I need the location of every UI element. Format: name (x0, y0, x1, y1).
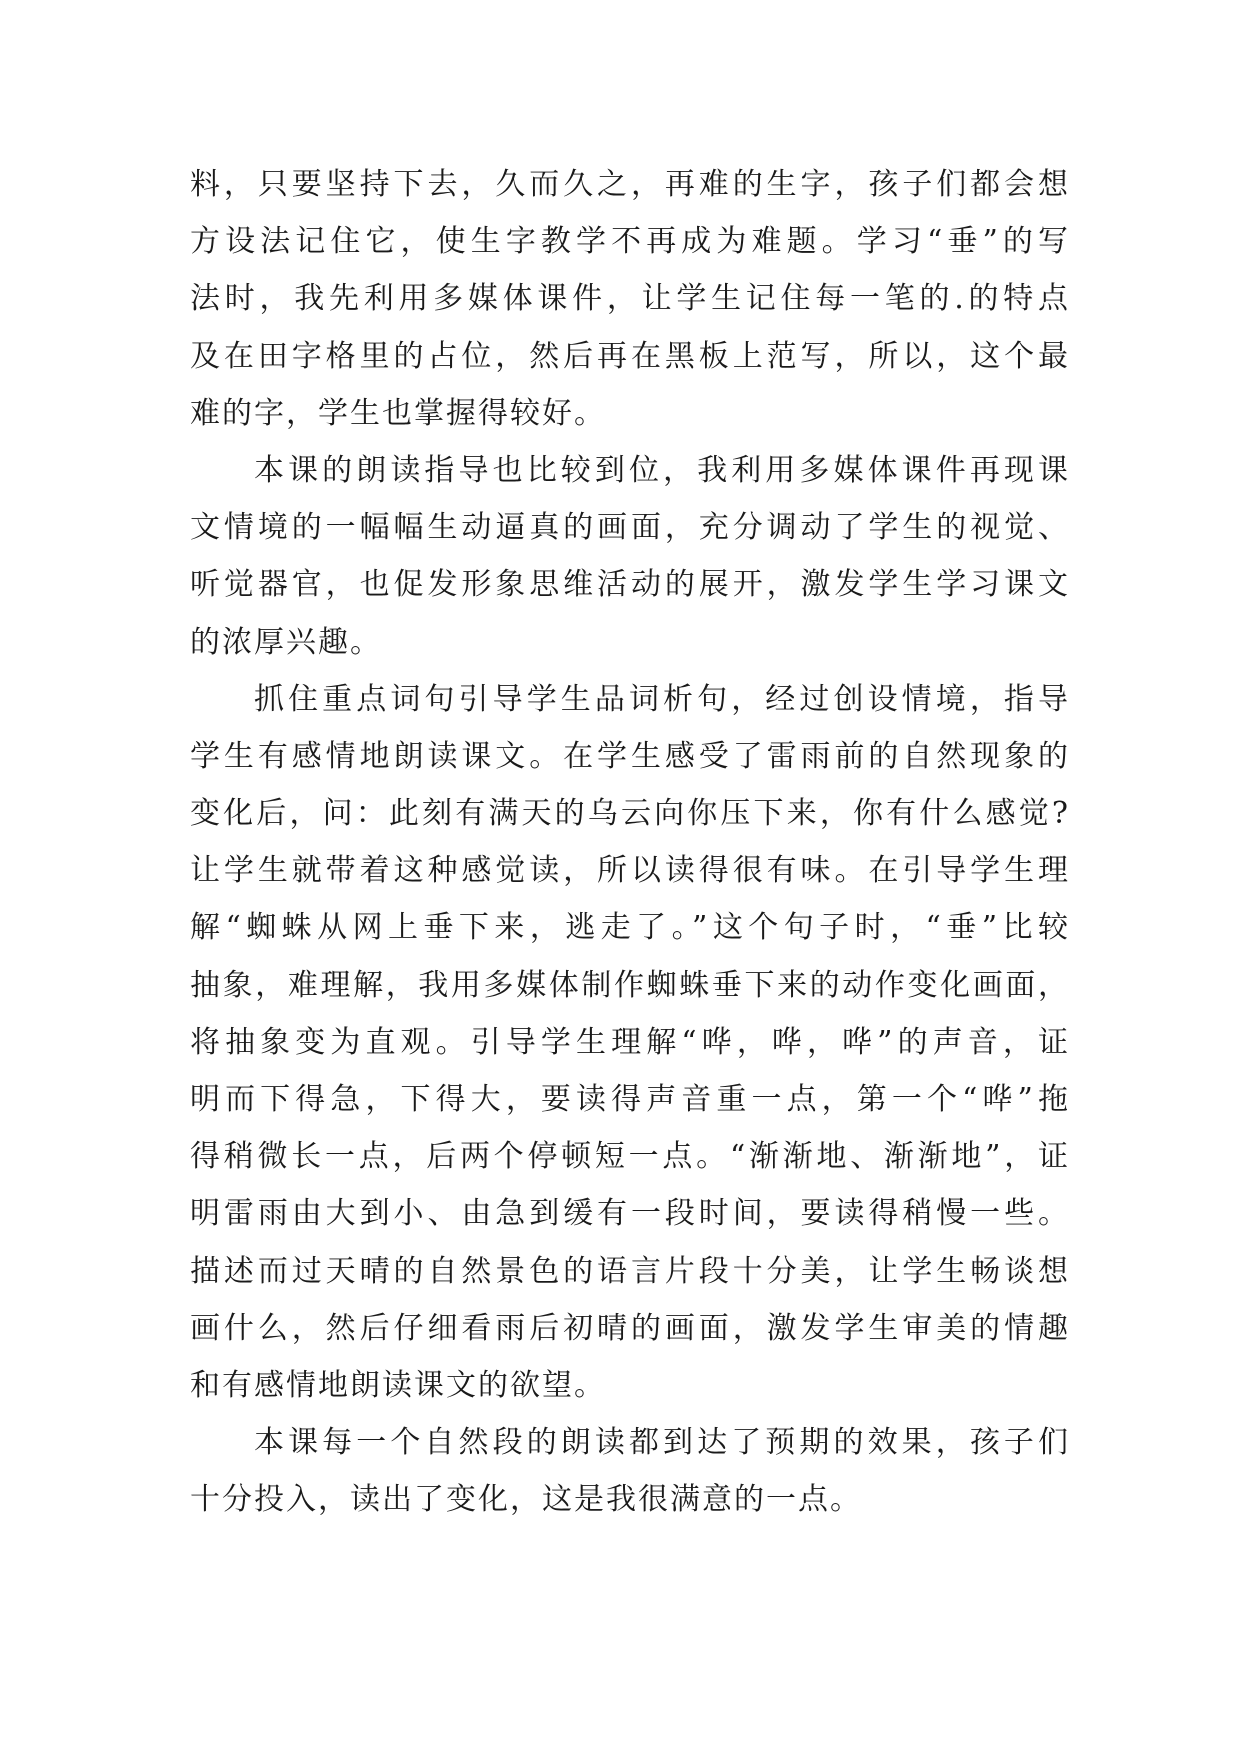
text-line: 画什么，然后仔细看雨后初晴的画面，激发学生审美的情趣 (190, 1310, 1070, 1346)
text-line: 学生有感情地朗读课文。在学生感受了雷雨前的自然现象的 (190, 738, 1070, 774)
text-line: 抓住重点词句引导学生品词析句，经过创设情境，指导 (254, 681, 1070, 717)
text-line: 将抽象变为直观。引导学生理解“哗，哗，哗”的声音，证 (190, 1024, 1070, 1060)
text-line: 方设法记住它，使生字教学不再成为难题。学习“垂”的写 (190, 224, 1070, 260)
document-body (190, 156, 1070, 1529)
text-line: 让学生就带着这种感觉读，所以读得很有味。在引导学生理 (190, 853, 1070, 889)
text-line: 得稍微长一点，后两个停顿短一点。“渐渐地、渐渐地”，证 (190, 1139, 1070, 1175)
text-line: 料，只要坚持下去，久而久之，再难的生字，孩子们都会想 (190, 167, 1070, 202)
text-line: 明而下得急，下得大，要读得声音重一点，第一个“哗”拖 (190, 1082, 1070, 1117)
text-line: 抽象，难理解，我用多媒体制作蜘蛛垂下来的动作变化画面， (190, 967, 1070, 1003)
text-line: 的浓厚兴趣。 (190, 624, 382, 660)
text-line: 十分投入，读出了变化，这是我很满意的一点。 (190, 1482, 862, 1518)
text-line: 描述而过天晴的自然景色的语言片段十分美，让学生畅谈想 (190, 1253, 1070, 1289)
text-line: 变化后，问：此刻有满天的乌云向你压下来，你有什么感觉? (190, 796, 1070, 832)
text-line: 解“蜘蛛从网上垂下来，逃走了。”这个句子时，“垂”比较 (190, 910, 1070, 946)
text-line: 文情境的一幅幅生动逼真的画面，充分调动了学生的视觉、 (190, 510, 1070, 546)
text-line: 难的字，学生也掌握得较好。 (190, 395, 606, 431)
text-line: 和有感情地朗读课文的欲望。 (190, 1367, 606, 1403)
text-line: 本课每一个自然段的朗读都到达了预期的效果，孩子们 (254, 1425, 1070, 1461)
text-line: 听觉器官，也促发形象思维活动的展开，激发学生学习课文 (190, 567, 1070, 603)
text-line: 本课的朗读指导也比较到位，我利用多媒体课件再现课 (254, 452, 1070, 488)
text-line: 及在田字格里的占位，然后再在黑板上范写，所以，这个最 (190, 338, 1070, 374)
text-line: 法时，我先利用多媒体课件，让学生记住每一笔的.的特点 (190, 281, 1070, 317)
text-line: 明雷雨由大到小、由急到缓有一段时间，要读得稍慢一些。 (190, 1196, 1070, 1232)
